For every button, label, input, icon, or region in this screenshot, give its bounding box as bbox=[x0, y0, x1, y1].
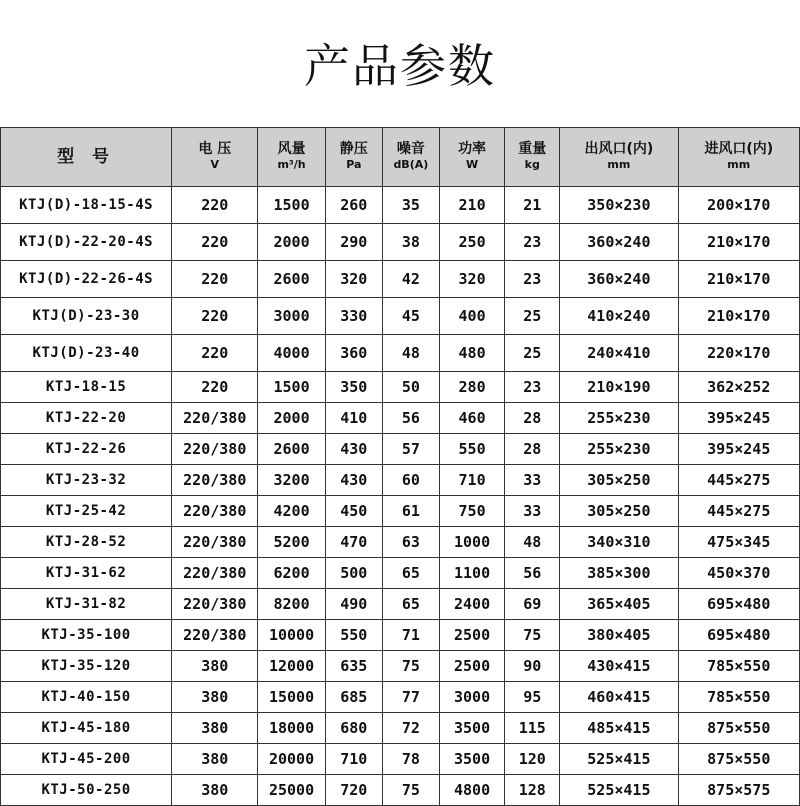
table-cell: 2500 bbox=[439, 620, 504, 651]
table-cell: 220/380 bbox=[172, 620, 258, 651]
table-cell: 220/380 bbox=[172, 403, 258, 434]
spec-table bbox=[0, 127, 800, 806]
model-cell: KTJ-22-26 bbox=[1, 434, 172, 465]
table-cell: 75 bbox=[382, 775, 439, 806]
table-body bbox=[1, 187, 800, 806]
table-row bbox=[1, 372, 800, 403]
table-cell: 305×250 bbox=[560, 496, 678, 527]
table-cell: 15000 bbox=[258, 682, 325, 713]
table-cell: 210×170 bbox=[678, 298, 799, 335]
table-cell: 475×345 bbox=[678, 527, 799, 558]
table-cell: 35 bbox=[382, 187, 439, 224]
table-cell: 63 bbox=[382, 527, 439, 558]
table-cell: 220/380 bbox=[172, 434, 258, 465]
model-cell: KTJ-45-180 bbox=[1, 713, 172, 744]
table-cell: 305×250 bbox=[560, 465, 678, 496]
table-row bbox=[1, 744, 800, 775]
table-row bbox=[1, 465, 800, 496]
table-row bbox=[1, 620, 800, 651]
table-cell: 2500 bbox=[439, 651, 504, 682]
table-cell: 56 bbox=[382, 403, 439, 434]
table-cell: 220 bbox=[172, 372, 258, 403]
table-cell: 470 bbox=[325, 527, 382, 558]
table-cell: 2000 bbox=[258, 403, 325, 434]
table-cell: 2000 bbox=[258, 224, 325, 261]
table-cell: 525×415 bbox=[560, 775, 678, 806]
table-cell: 445×275 bbox=[678, 465, 799, 496]
table-cell: 350 bbox=[325, 372, 382, 403]
table-row bbox=[1, 434, 800, 465]
table-cell: 380 bbox=[172, 682, 258, 713]
table-cell: 77 bbox=[382, 682, 439, 713]
table-cell: 360 bbox=[325, 335, 382, 372]
table-cell: 210×170 bbox=[678, 261, 799, 298]
table-cell: 385×300 bbox=[560, 558, 678, 589]
table-cell: 395×245 bbox=[678, 403, 799, 434]
table-cell: 25000 bbox=[258, 775, 325, 806]
header-inlet: 进风口(内) mm bbox=[678, 128, 799, 187]
model-cell: KTJ(D)-22-26-4S bbox=[1, 261, 172, 298]
table-cell: 48 bbox=[382, 335, 439, 372]
table-cell: 220/380 bbox=[172, 558, 258, 589]
table-cell: 525×415 bbox=[560, 744, 678, 775]
model-cell: KTJ-40-150 bbox=[1, 682, 172, 713]
table-cell: 362×252 bbox=[678, 372, 799, 403]
table-row bbox=[1, 558, 800, 589]
table-row bbox=[1, 775, 800, 806]
table-cell: 45 bbox=[382, 298, 439, 335]
table-cell: 320 bbox=[325, 261, 382, 298]
table-cell: 210 bbox=[439, 187, 504, 224]
table-cell: 380×405 bbox=[560, 620, 678, 651]
table-cell: 320 bbox=[439, 261, 504, 298]
table-cell: 290 bbox=[325, 224, 382, 261]
table-cell: 200×170 bbox=[678, 187, 799, 224]
table-cell: 57 bbox=[382, 434, 439, 465]
table-cell: 400 bbox=[439, 298, 504, 335]
table-cell: 255×230 bbox=[560, 434, 678, 465]
header-weight: 重量 kg bbox=[505, 128, 560, 187]
table-cell: 2600 bbox=[258, 434, 325, 465]
model-cell: KTJ(D)-23-40 bbox=[1, 335, 172, 372]
table-cell: 210×190 bbox=[560, 372, 678, 403]
table-cell: 5200 bbox=[258, 527, 325, 558]
table-row bbox=[1, 261, 800, 298]
table-cell: 18000 bbox=[258, 713, 325, 744]
table-cell: 3200 bbox=[258, 465, 325, 496]
header-static-pressure: 静压 Pa bbox=[325, 128, 382, 187]
table-cell: 635 bbox=[325, 651, 382, 682]
table-cell: 38 bbox=[382, 224, 439, 261]
table-cell: 220 bbox=[172, 298, 258, 335]
model-cell: KTJ(D)-18-15-4S bbox=[1, 187, 172, 224]
table-cell: 250 bbox=[439, 224, 504, 261]
table-cell: 220 bbox=[172, 224, 258, 261]
table-cell: 128 bbox=[505, 775, 560, 806]
table-cell: 460 bbox=[439, 403, 504, 434]
table-cell: 445×275 bbox=[678, 496, 799, 527]
table-cell: 72 bbox=[382, 713, 439, 744]
table-cell: 4200 bbox=[258, 496, 325, 527]
table-row bbox=[1, 403, 800, 434]
table-row bbox=[1, 298, 800, 335]
model-cell: KTJ-22-20 bbox=[1, 403, 172, 434]
header-power: 功率 W bbox=[439, 128, 504, 187]
table-cell: 28 bbox=[505, 434, 560, 465]
table-cell: 71 bbox=[382, 620, 439, 651]
table-cell: 395×245 bbox=[678, 434, 799, 465]
table-cell: 220 bbox=[172, 261, 258, 298]
table-cell: 61 bbox=[382, 496, 439, 527]
table-cell: 28 bbox=[505, 403, 560, 434]
header-model: 型 号 bbox=[1, 128, 172, 187]
table-cell: 485×415 bbox=[560, 713, 678, 744]
table-row bbox=[1, 496, 800, 527]
table-cell: 1500 bbox=[258, 372, 325, 403]
table-cell: 750 bbox=[439, 496, 504, 527]
table-cell: 460×415 bbox=[560, 682, 678, 713]
table-cell: 3000 bbox=[258, 298, 325, 335]
table-cell: 3500 bbox=[439, 744, 504, 775]
table-cell: 48 bbox=[505, 527, 560, 558]
table-cell: 23 bbox=[505, 224, 560, 261]
table-cell: 12000 bbox=[258, 651, 325, 682]
table-cell: 695×480 bbox=[678, 589, 799, 620]
model-cell: KTJ-18-15 bbox=[1, 372, 172, 403]
table-cell: 380 bbox=[172, 775, 258, 806]
table-cell: 875×575 bbox=[678, 775, 799, 806]
table-cell: 33 bbox=[505, 465, 560, 496]
table-cell: 480 bbox=[439, 335, 504, 372]
table-row bbox=[1, 651, 800, 682]
table-cell: 50 bbox=[382, 372, 439, 403]
model-cell: KTJ-23-32 bbox=[1, 465, 172, 496]
header-row bbox=[1, 128, 800, 187]
table-cell: 220/380 bbox=[172, 465, 258, 496]
table-cell: 875×550 bbox=[678, 713, 799, 744]
table-cell: 6200 bbox=[258, 558, 325, 589]
table-cell: 3500 bbox=[439, 713, 504, 744]
table-cell: 430 bbox=[325, 465, 382, 496]
table-cell: 280 bbox=[439, 372, 504, 403]
table-cell: 875×550 bbox=[678, 744, 799, 775]
model-cell: KTJ(D)-23-30 bbox=[1, 298, 172, 335]
table-cell: 220/380 bbox=[172, 527, 258, 558]
table-cell: 23 bbox=[505, 261, 560, 298]
table-cell: 410×240 bbox=[560, 298, 678, 335]
model-cell: KTJ-25-42 bbox=[1, 496, 172, 527]
header-voltage: 电 压 V bbox=[172, 128, 258, 187]
table-cell: 1500 bbox=[258, 187, 325, 224]
model-cell: KTJ-31-62 bbox=[1, 558, 172, 589]
table-cell: 710 bbox=[325, 744, 382, 775]
table-cell: 120 bbox=[505, 744, 560, 775]
table-cell: 380 bbox=[172, 651, 258, 682]
table-row bbox=[1, 527, 800, 558]
table-cell: 255×230 bbox=[560, 403, 678, 434]
table-cell: 1100 bbox=[439, 558, 504, 589]
table-cell: 340×310 bbox=[560, 527, 678, 558]
table-cell: 25 bbox=[505, 335, 560, 372]
header-outlet: 出风口(内) mm bbox=[560, 128, 678, 187]
table-cell: 65 bbox=[382, 558, 439, 589]
table-cell: 220 bbox=[172, 187, 258, 224]
table-cell: 695×480 bbox=[678, 620, 799, 651]
model-cell: KTJ-35-100 bbox=[1, 620, 172, 651]
table-row bbox=[1, 682, 800, 713]
table-cell: 21 bbox=[505, 187, 560, 224]
table-row bbox=[1, 589, 800, 620]
table-cell: 25 bbox=[505, 298, 560, 335]
table-cell: 430×415 bbox=[560, 651, 678, 682]
table-cell: 4800 bbox=[439, 775, 504, 806]
table-cell: 20000 bbox=[258, 744, 325, 775]
table-cell: 69 bbox=[505, 589, 560, 620]
table-cell: 380 bbox=[172, 744, 258, 775]
table-cell: 90 bbox=[505, 651, 560, 682]
table-cell: 550 bbox=[439, 434, 504, 465]
table-cell: 220/380 bbox=[172, 496, 258, 527]
header-airflow: 风量 m³/h bbox=[258, 128, 325, 187]
table-cell: 550 bbox=[325, 620, 382, 651]
table-cell: 240×410 bbox=[560, 335, 678, 372]
header-noise: 噪音 dB(A) bbox=[382, 128, 439, 187]
table-cell: 685 bbox=[325, 682, 382, 713]
table-cell: 1000 bbox=[439, 527, 504, 558]
table-row bbox=[1, 187, 800, 224]
table-cell: 365×405 bbox=[560, 589, 678, 620]
table-cell: 10000 bbox=[258, 620, 325, 651]
table-row bbox=[1, 224, 800, 261]
model-cell: KTJ-45-200 bbox=[1, 744, 172, 775]
table-cell: 500 bbox=[325, 558, 382, 589]
table-cell: 380 bbox=[172, 713, 258, 744]
table-cell: 75 bbox=[505, 620, 560, 651]
table-cell: 33 bbox=[505, 496, 560, 527]
model-cell: KTJ-50-250 bbox=[1, 775, 172, 806]
table-cell: 95 bbox=[505, 682, 560, 713]
table-cell: 4000 bbox=[258, 335, 325, 372]
table-cell: 220×170 bbox=[678, 335, 799, 372]
table-cell: 2600 bbox=[258, 261, 325, 298]
table-cell: 220/380 bbox=[172, 589, 258, 620]
table-cell: 3000 bbox=[439, 682, 504, 713]
table-cell: 75 bbox=[382, 651, 439, 682]
table-cell: 8200 bbox=[258, 589, 325, 620]
table-cell: 330 bbox=[325, 298, 382, 335]
table-cell: 450 bbox=[325, 496, 382, 527]
model-cell: KTJ-35-120 bbox=[1, 651, 172, 682]
model-cell: KTJ-31-82 bbox=[1, 589, 172, 620]
table-cell: 360×240 bbox=[560, 224, 678, 261]
table-cell: 65 bbox=[382, 589, 439, 620]
table-cell: 60 bbox=[382, 465, 439, 496]
table-cell: 680 bbox=[325, 713, 382, 744]
table-cell: 210×170 bbox=[678, 224, 799, 261]
table-cell: 710 bbox=[439, 465, 504, 496]
table-row bbox=[1, 335, 800, 372]
table-cell: 56 bbox=[505, 558, 560, 589]
table-cell: 350×230 bbox=[560, 187, 678, 224]
table-cell: 2400 bbox=[439, 589, 504, 620]
table-cell: 115 bbox=[505, 713, 560, 744]
table-cell: 490 bbox=[325, 589, 382, 620]
table-cell: 785×550 bbox=[678, 651, 799, 682]
table-cell: 785×550 bbox=[678, 682, 799, 713]
table-cell: 720 bbox=[325, 775, 382, 806]
page-title: 产品参数 bbox=[304, 39, 496, 93]
table-cell: 78 bbox=[382, 744, 439, 775]
table-cell: 260 bbox=[325, 187, 382, 224]
table-cell: 360×240 bbox=[560, 261, 678, 298]
table-cell: 450×370 bbox=[678, 558, 799, 589]
table-cell: 220 bbox=[172, 335, 258, 372]
table-cell: 430 bbox=[325, 434, 382, 465]
table-cell: 410 bbox=[325, 403, 382, 434]
table-cell: 23 bbox=[505, 372, 560, 403]
table-row bbox=[1, 713, 800, 744]
model-cell: KTJ(D)-22-20-4S bbox=[1, 224, 172, 261]
model-cell: KTJ-28-52 bbox=[1, 527, 172, 558]
table-cell: 42 bbox=[382, 261, 439, 298]
